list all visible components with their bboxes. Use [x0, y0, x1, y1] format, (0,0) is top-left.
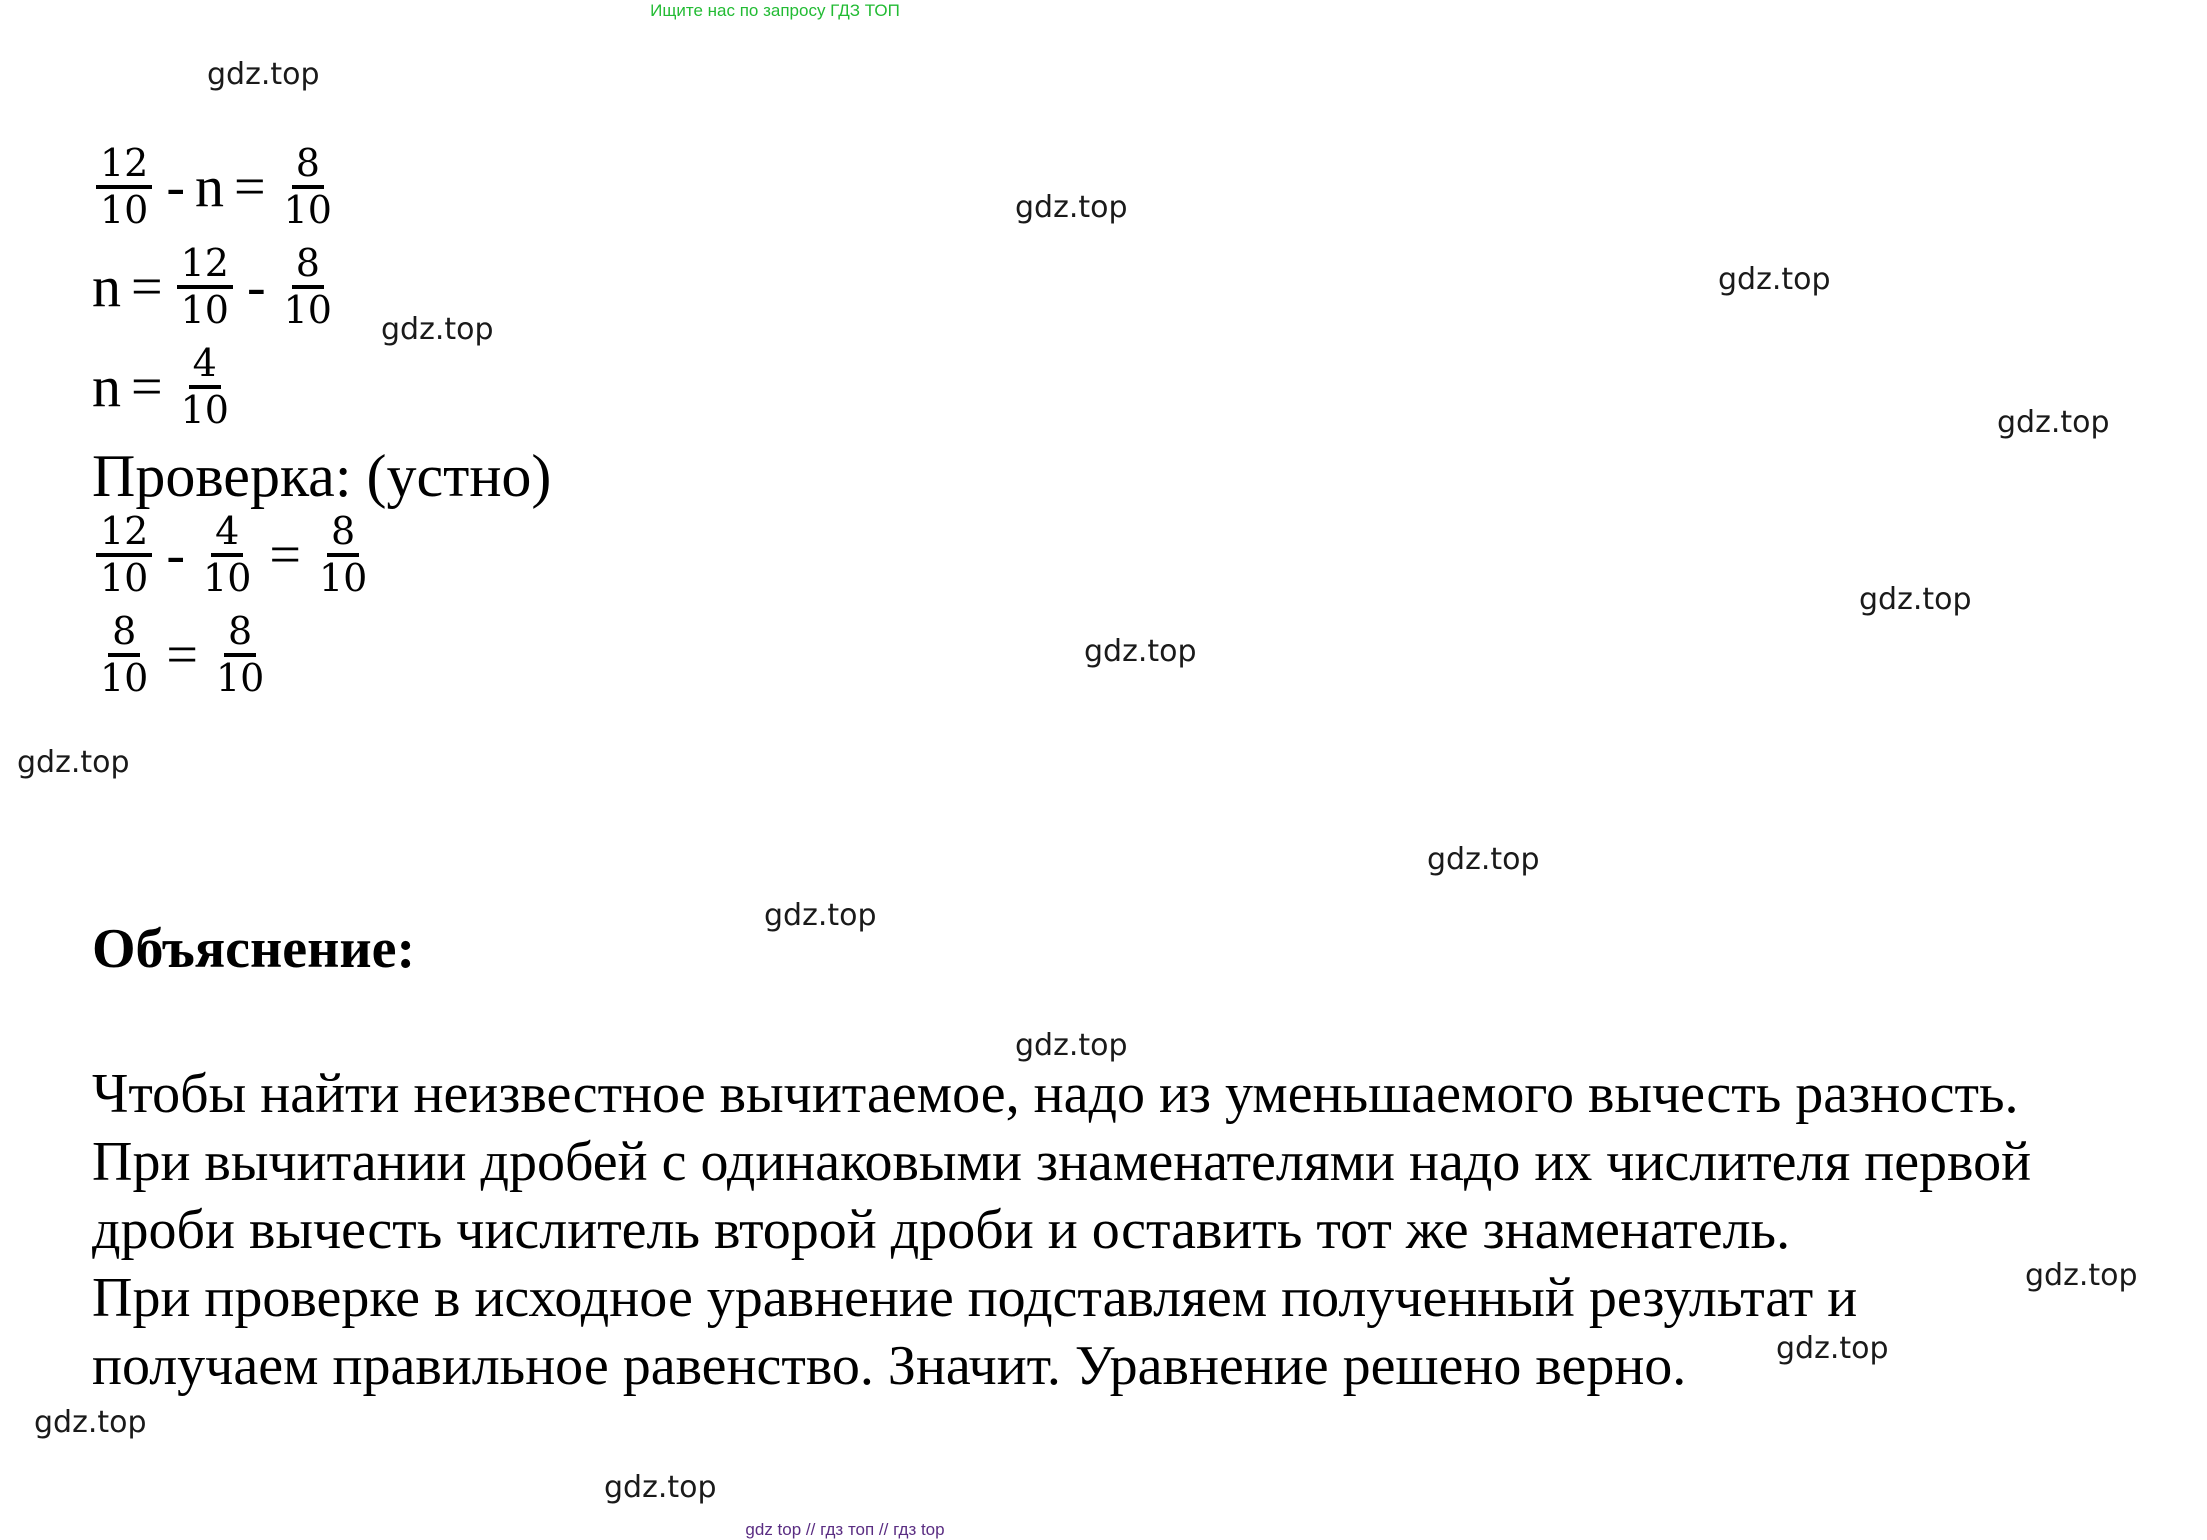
fraction — [280, 142, 336, 231]
explanation-line: При проверке в исходное уравнение подставляем полученный результат и — [92, 1267, 1858, 1329]
equals-sign: = — [166, 623, 198, 686]
watermark: gdz.top — [1015, 1028, 1128, 1063]
denominator: 10 — [180, 387, 229, 432]
numerator: 12 — [96, 510, 152, 557]
numerator: 8 — [224, 610, 256, 657]
denominator: 10 — [283, 187, 332, 232]
explanation-line: дроби вычесть числитель второй дроби и оставить тот же знаменатель. — [92, 1199, 1791, 1261]
denominator: 10 — [100, 655, 149, 700]
minus-sign: - — [166, 523, 186, 586]
watermark: gdz.top — [1718, 262, 1831, 297]
fraction — [96, 142, 152, 231]
equals-sign: = — [234, 155, 266, 218]
equation-line-3 — [92, 342, 237, 431]
explanation-line: При вычитании дробей с одинаковыми знаменателями надо их числителя первой — [92, 1131, 2032, 1193]
denominator: 10 — [283, 287, 332, 332]
explanation-heading: Объяснение: — [92, 918, 416, 980]
minus-sign: - — [246, 255, 266, 318]
watermark: gdz.top — [604, 1470, 717, 1505]
equation-line-5 — [92, 610, 272, 699]
fraction — [177, 342, 233, 431]
watermark: gdz.top — [207, 57, 320, 92]
fraction — [280, 242, 336, 331]
watermark: gdz.top — [1015, 190, 1128, 225]
check-label: Проверка: (устно) — [92, 443, 552, 509]
fraction — [177, 242, 233, 331]
numerator: 4 — [211, 510, 243, 557]
numerator: 8 — [327, 510, 359, 557]
explanation-line: получаем правильное равенство. Значит. Уравнение решено верно. — [92, 1335, 1687, 1397]
fraction — [199, 510, 255, 599]
variable: n — [92, 253, 121, 319]
watermark: gdz.top — [2025, 1258, 2138, 1293]
watermark: gdz.top — [1997, 405, 2110, 440]
watermark: gdz.top — [1776, 1331, 1889, 1366]
numerator: 12 — [96, 142, 152, 189]
equation-line-1 — [92, 142, 340, 231]
equals-sign: = — [131, 255, 163, 318]
watermark: gdz.top — [1084, 634, 1197, 669]
numerator: 12 — [177, 242, 233, 289]
denominator: 10 — [203, 555, 252, 600]
search-banner: Ищите нас по запросу ГДЗ ТОП — [650, 1, 900, 20]
fraction — [212, 610, 268, 699]
explanation-line: Чтобы найти неизвестное вычитаемое, надо из уменьшаемого вычесть разность. — [92, 1063, 2019, 1125]
footer-links: gdz top // гдз топ // гдз top — [745, 1520, 945, 1539]
watermark: gdz.top — [17, 745, 130, 780]
equals-sign: = — [131, 355, 163, 418]
denominator: 10 — [318, 555, 368, 600]
watermark: gdz.top — [34, 1405, 147, 1440]
numerator: 8 — [108, 610, 140, 657]
fraction — [96, 510, 152, 599]
variable: n — [92, 353, 121, 419]
fraction — [315, 510, 371, 599]
watermark: gdz.top — [1859, 582, 1972, 617]
denominator: 10 — [100, 555, 149, 600]
watermark: gdz.top — [381, 312, 494, 347]
numerator: 8 — [292, 242, 324, 289]
numerator: 4 — [189, 342, 221, 389]
equals-sign: = — [269, 523, 301, 586]
numerator: 8 — [292, 142, 324, 189]
watermark: gdz.top — [1427, 842, 1540, 877]
fraction — [96, 610, 152, 699]
watermark: gdz.top — [764, 898, 877, 933]
denominator: 10 — [180, 287, 229, 332]
equation-line-2 — [92, 242, 340, 331]
equation-line-4 — [92, 510, 375, 599]
minus-sign: - — [166, 155, 186, 218]
denominator: 10 — [215, 655, 265, 700]
variable: n — [195, 153, 225, 219]
denominator: 10 — [100, 187, 149, 232]
